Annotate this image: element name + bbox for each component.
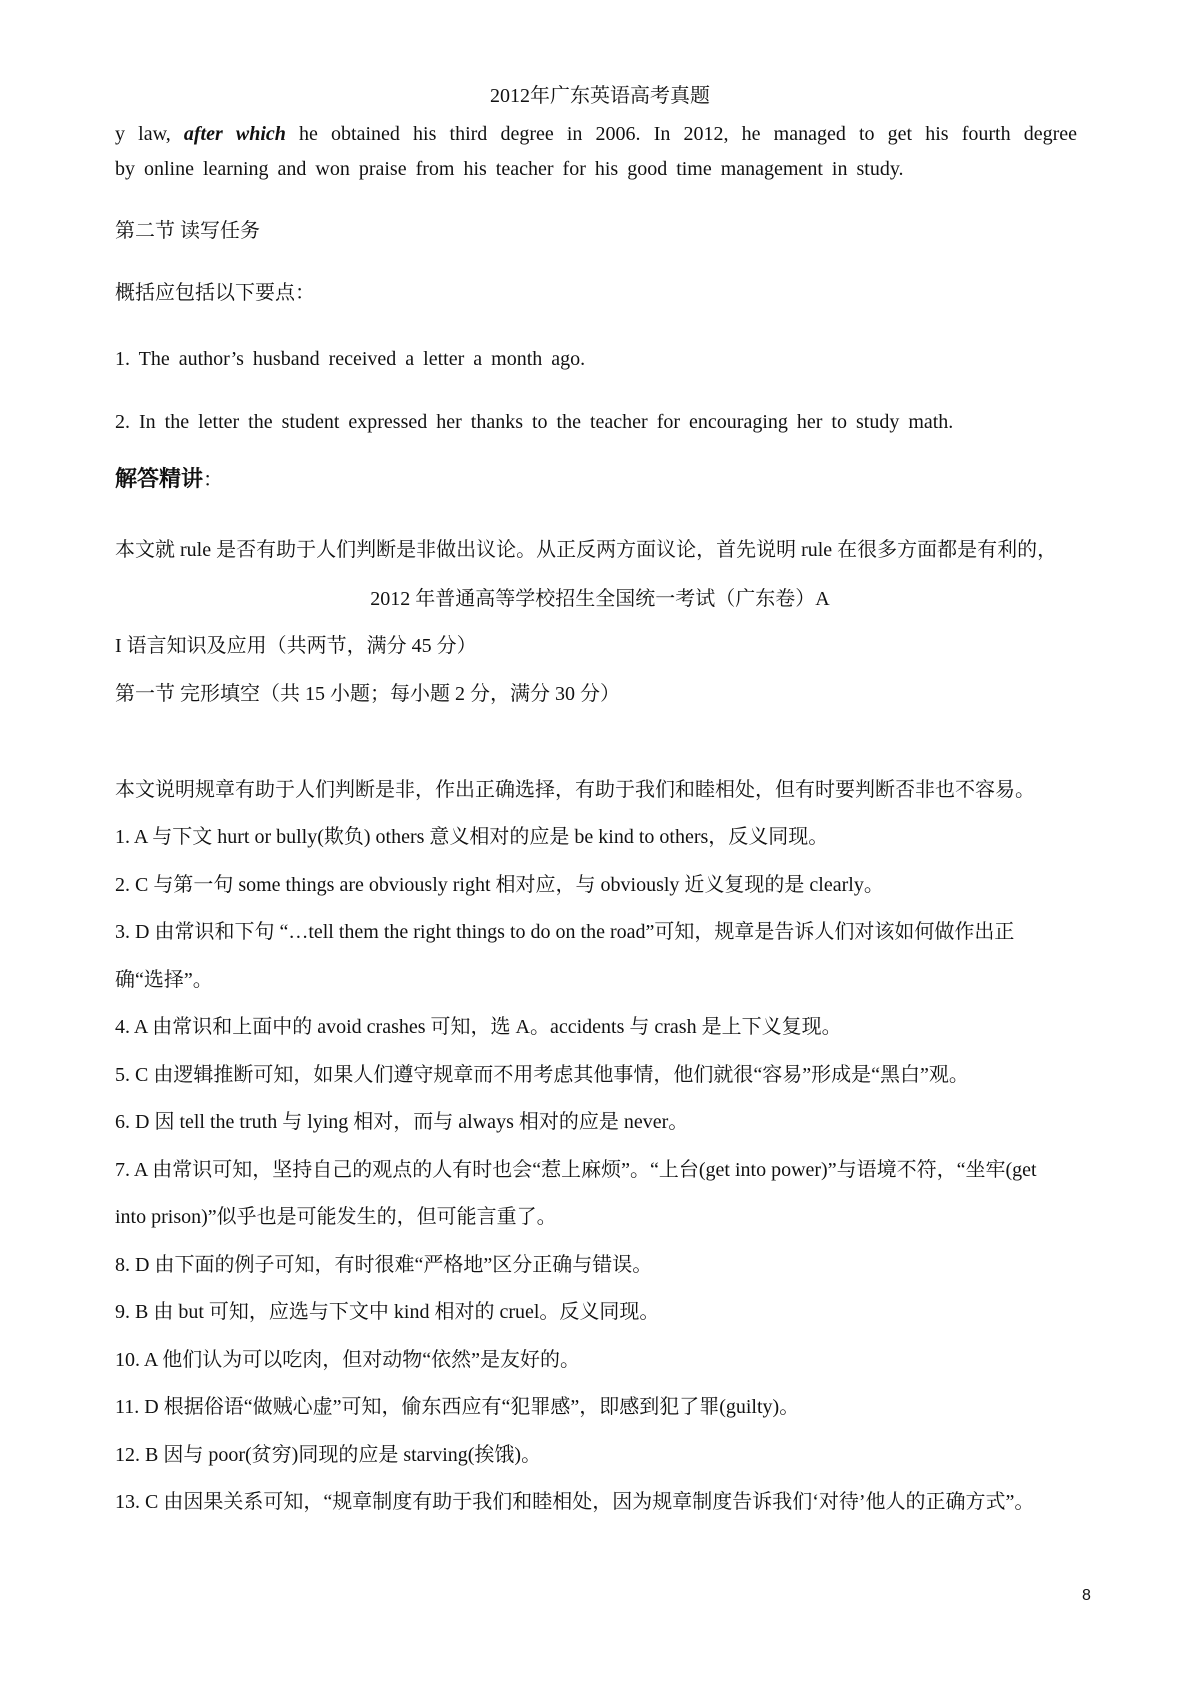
analysis-heading-colon: ： xyxy=(203,469,224,491)
analysis-text: 本文就 rule 是否有助于人们判断是非做出议论。从正反两方面议论，首先说明 rule 在很多方面都是有利的， xyxy=(115,539,1058,561)
analysis-heading: 解答精讲 xyxy=(115,467,204,492)
answer-line: 11. D 根据俗语“做贼心虚”可知，偷东西应有“犯罪感”，即感到犯了罪(guilty)。 xyxy=(115,1396,800,1418)
answer-line: 5. C 由逻辑推断可知，如果人们遵守规章而不用考虑其他事情，他们就很“容易”形成是“黑白”观。 xyxy=(115,1064,969,1086)
cloze-summary: 本文说明规章有助于人们判断是非，作出正确选择，有助于我们和睦相处，但有时要判断否非也不容易。 xyxy=(115,779,1035,801)
answer-line: 2. C 与第一句 some things are obviously right 相对应，与 obviously 近义复现的是 clearly。 xyxy=(115,874,884,896)
exam-title: 2012 年普通高等学校招生全国统一考试（广东卷）A xyxy=(370,588,830,610)
answer-line: 3. D 由常识和下句 “…tell them the right things to do on the road”可知，规章是告诉人们对该如何做作出正 xyxy=(115,921,1015,943)
exam-part-title: I 语言知识及应用（共两节，满分 45 分） xyxy=(115,635,477,657)
continuation-text: he obtained his third degree in 2006. In 2012, he managed to get his fourth degree xyxy=(285,123,1078,145)
continuation-text: y law, xyxy=(115,123,184,145)
continuation-line-2: by online learning and won praise from his teacher for his good time management in study. xyxy=(115,158,904,180)
page-number: 8 xyxy=(1082,1587,1091,1604)
analysis-heading-line xyxy=(115,466,223,494)
answer-line: 12. B 因与 poor(贫穷)同现的应是 starving(挨饿)。 xyxy=(115,1444,542,1466)
answer-line: 13. C 由因果关系可知，“规章制度有助于我们和睦相处，因为规章制度告诉我们‘对待’他人的正确方式”。 xyxy=(115,1491,1035,1513)
continuation-line-1 xyxy=(115,120,1077,148)
answer-line: 8. D 由下面的例子可知，有时很难“严格地”区分正确与错误。 xyxy=(115,1254,653,1276)
answer-line: 6. D 因 tell the truth 与 lying 相对，而与 always 相对的应是 never。 xyxy=(115,1111,689,1133)
summary-point: 2. In the letter the student expressed her thanks to the teacher for encouraging her to study math. xyxy=(115,411,954,433)
answer-line: 1. A 与下文 hurt or bully(欺负) others 意义相对的应是 be kind to others，反义同现。 xyxy=(115,826,829,848)
summary-point: 1. The author’s husband received a letter a month ago. xyxy=(115,348,586,370)
answer-line: 9. B 由 but 可知，应选与下文中 kind 相对的 cruel。反义同现。 xyxy=(115,1301,660,1323)
answer-line: 10. A 他们认为可以吃肉，但对动物“依然”是友好的。 xyxy=(115,1349,580,1371)
page-title: 2012年广东英语高考真题 xyxy=(490,85,710,107)
answer-line: 确“选择”。 xyxy=(115,969,213,991)
answer-line: 7. A 由常识可知，坚持自己的观点的人有时也会“惹上麻烦”。“上台(get into power)”与语境不符，“坐牢(get xyxy=(115,1159,1037,1181)
exam-section-title: 第一节 完形填空（共 15 小题；每小题 2 分，满分 30 分） xyxy=(115,683,620,705)
section-title: 第二节 读写任务 xyxy=(115,220,260,242)
answer-line: 4. A 由常识和上面中的 avoid crashes 可知，选 A。accidents 与 crash 是上下义复现。 xyxy=(115,1016,842,1038)
summary-intro: 概括应包括以下要点： xyxy=(115,282,315,304)
emphasis-text: after which xyxy=(183,123,286,145)
answer-line: into prison)”似乎也是可能发生的，但可能言重了。 xyxy=(115,1206,557,1228)
